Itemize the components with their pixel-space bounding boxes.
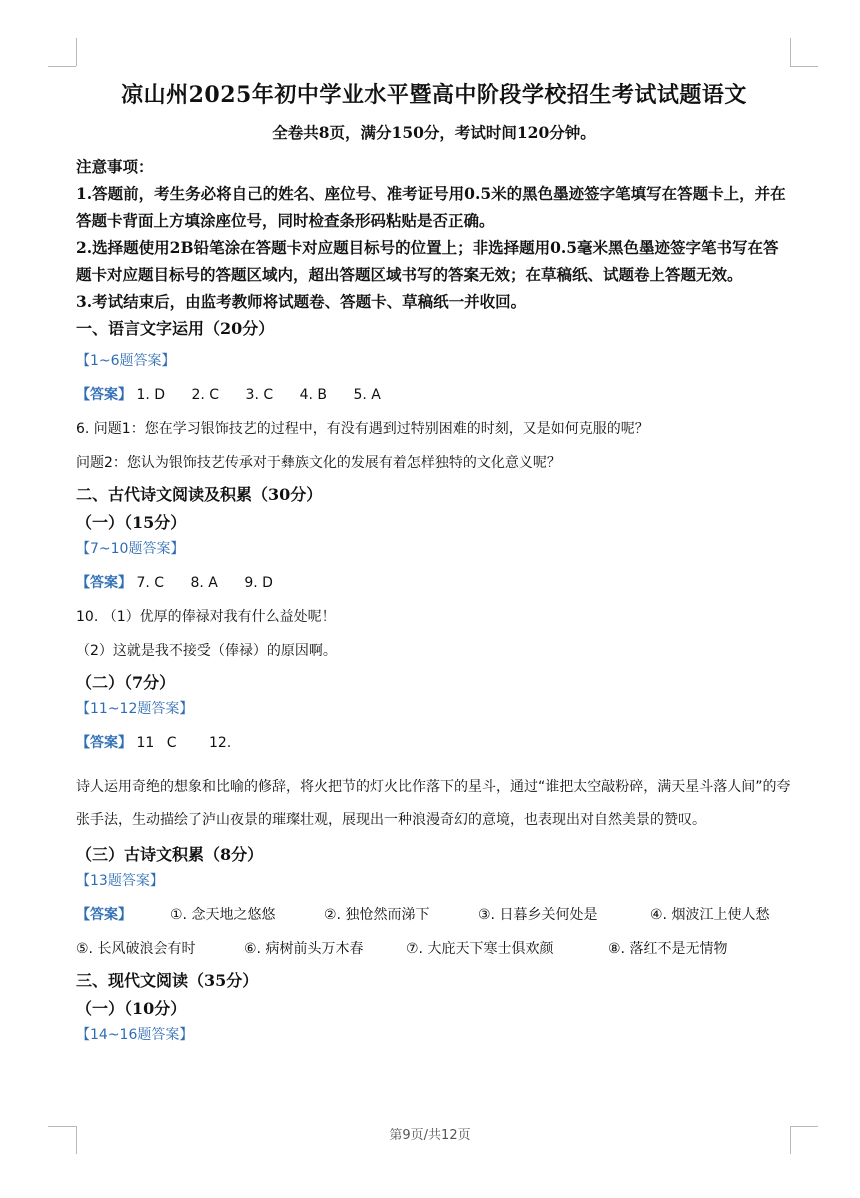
answer-item: 9. D	[244, 575, 273, 591]
answer-item: ⑧. 落红不是无情物	[608, 941, 728, 957]
crop-mark-tl-v	[76, 38, 77, 66]
crop-mark-tr-v	[790, 38, 791, 66]
answer-tag-1-6: 【1~6题答案】	[76, 353, 176, 369]
answer-item: ⑥. 病树前头万木春	[244, 941, 364, 957]
answer-key: 【答案】	[76, 387, 132, 403]
answers-13-row-1	[76, 903, 792, 927]
answers-1-5	[76, 383, 792, 407]
answer-item: 4. B	[299, 387, 328, 403]
answer-tag-13: 【13题答案】	[76, 873, 164, 889]
q12-paragraph: 诗人运用奇绝的想象和比喻的修辞，将火把节的灯火比作落下的星斗，通过“谁把太空敲粉碎，满天星斗落人间”的夸张手法，生动描绘了泸山夜景的璀璨壮观，展现出一种浪漫奇幻的意境，也表现出对自然美景的赞叹。	[76, 779, 791, 828]
answer-item: ②. 独怆然而涕下	[324, 907, 430, 923]
page-subtitle: 全卷共8页，满分150分，考试时间120分钟。	[272, 123, 596, 142]
page-footer: 第9页/共12页	[389, 1128, 471, 1143]
answers-7-9	[76, 571, 792, 595]
notice-heading: 注意事项：	[76, 157, 154, 176]
answer-item: 8. A	[190, 575, 218, 591]
answer-item: 5. A	[353, 387, 381, 403]
q10-line-1: 10. （1）优厚的俸禄对我有什么益处呢！	[76, 609, 336, 625]
document-page	[76, 72, 792, 1047]
q6-line-2: 问题2：您认为银饰技艺传承对于彝族文化的发展有着怎样独特的文化意义呢？	[76, 455, 561, 471]
section-1-heading: 一、语言文字运用（20分）	[76, 319, 275, 338]
section-2-part-3-heading: （三）古诗文积累（8分）	[76, 845, 264, 864]
crop-mark-tl-h	[48, 66, 76, 67]
answer-item: ④. 烟波江上使人愁	[650, 907, 770, 923]
answer-tag-14-16: 【14~16题答案】	[76, 1027, 194, 1043]
crop-mark-tr-h	[790, 66, 818, 67]
notice-item-3: 3.考试结束后，由监考教师将试题卷、答题卡、草稿纸一并收回。	[76, 292, 527, 311]
answer-item: 7. C	[136, 575, 165, 591]
notice-item-2: 2.选择题使用2B铅笔涂在答题卡对应题目标号的位置上；非选择题用0.5毫米黑色墨迹签字笔书写在答题卡对应题目标号的答题区域内，超出答题区域书写的答案无效；在草稿纸、试题卷上答题无效。	[76, 238, 779, 284]
q6-line-1: 6. 问题1：您在学习银饰技艺的过程中，有没有遇到过特别困难的时刻，又是如何克服的呢？	[76, 421, 649, 437]
answer-item: 12.	[208, 735, 232, 751]
answers-11-12	[76, 731, 792, 755]
answer-item: 1. D	[136, 387, 166, 403]
answer-item: ⑦. 大庇天下寒士俱欢颜	[406, 941, 554, 957]
q10-line-2: （2）这就是我不接受（俸禄）的原因啊。	[76, 643, 337, 659]
answer-key: 【答案】	[76, 735, 132, 751]
answer-item: ①. 念天地之悠悠	[170, 907, 276, 923]
section-3-part-1-heading: （一）（10分）	[76, 999, 187, 1018]
answer-tag-7-10: 【7~10题答案】	[76, 541, 185, 557]
page-title: 凉山州2025年初中学业水平暨高中阶段学校招生考试试题语文	[121, 82, 747, 108]
answer-tag-11-12: 【11~12题答案】	[76, 701, 194, 717]
notice-item-1: 1.答题前，考生务必将自己的姓名、座位号、准考证号用0.5米的黑色墨迹签字笔填写在答题卡上，并在答题卡背面上方填涂座位号，同时检查条形码粘贴是否正确。	[76, 184, 786, 230]
answer-item: C	[166, 735, 177, 751]
answer-item: ⑤. 长风破浪会有时	[76, 941, 196, 957]
answers-13-row-2	[76, 937, 792, 961]
answer-item: 2. C	[191, 387, 220, 403]
section-2-heading: 二、古代诗文阅读及积累（30分）	[76, 485, 323, 504]
section-2-part-1-heading: （一）（15分）	[76, 513, 187, 532]
section-2-part-2-heading: （二）（7分）	[76, 673, 176, 692]
answer-key: 【答案】	[76, 575, 132, 591]
answer-item: ③. 日暮乡关何处是	[478, 907, 598, 923]
answer-item: 11	[136, 735, 155, 751]
answer-item: 3. C	[245, 387, 274, 403]
answer-key: 【答案】	[76, 907, 132, 923]
section-3-heading: 三、现代文阅读（35分）	[76, 971, 259, 990]
